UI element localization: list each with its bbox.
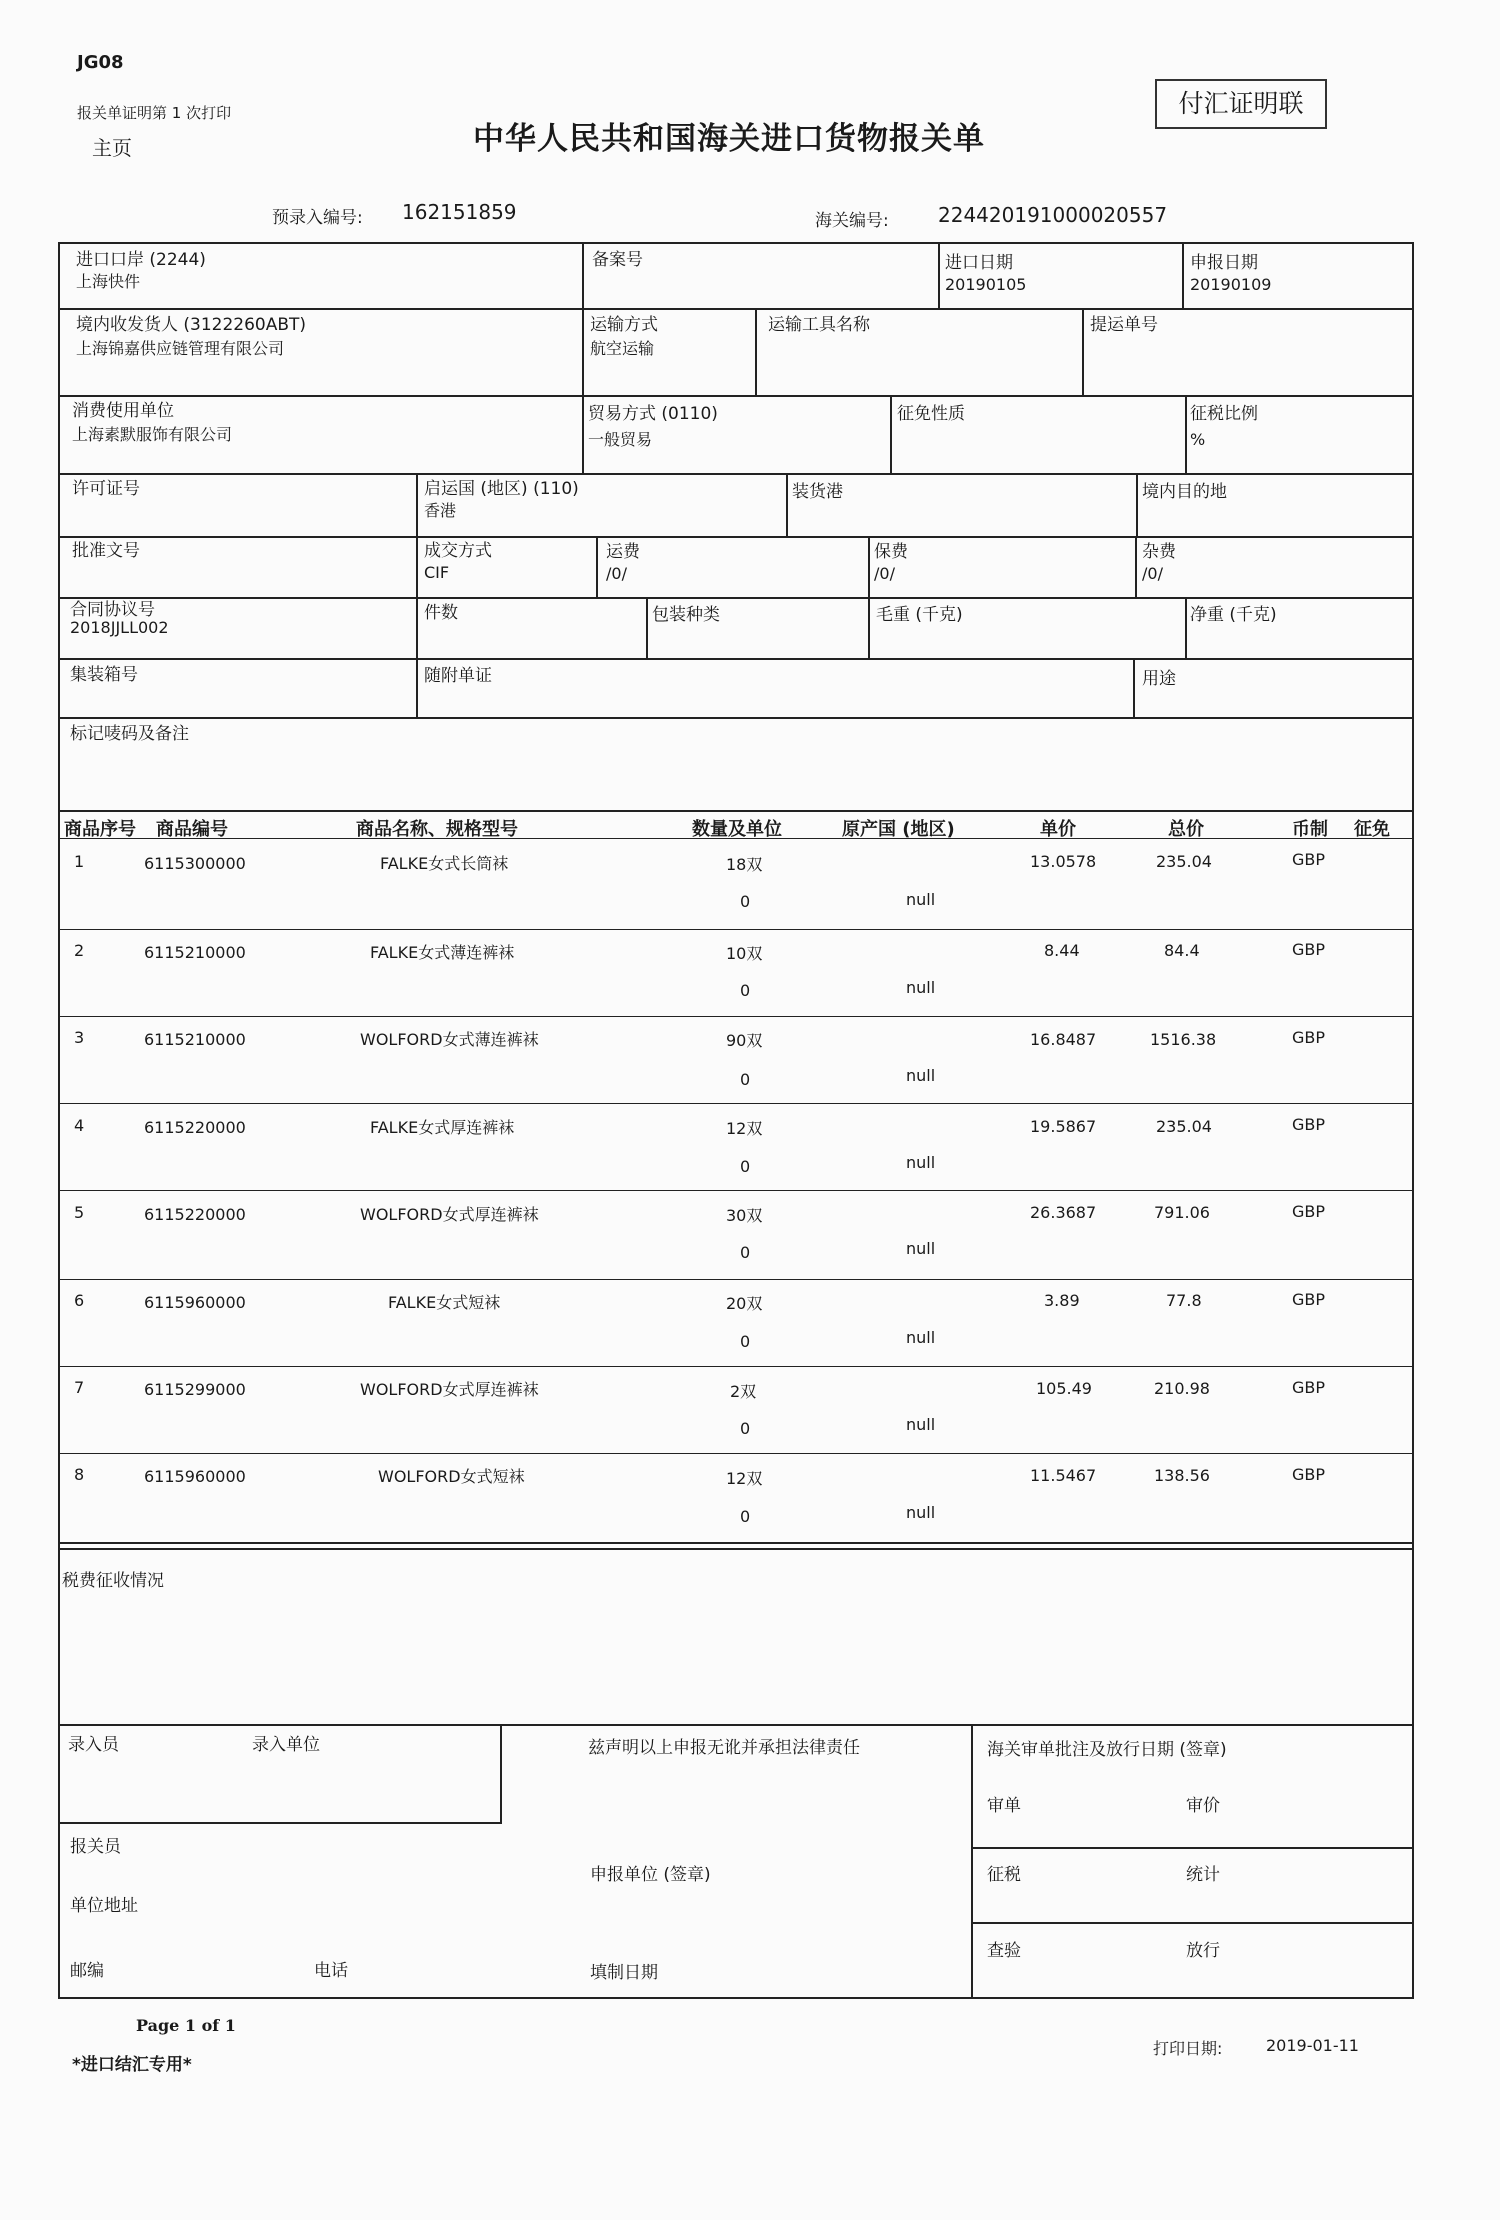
item-currency: GBP (1292, 1028, 1326, 1047)
item-seq: 8 (74, 1465, 85, 1484)
record-no-label: 备案号 (592, 250, 643, 270)
consignee-value: 上海锦嘉供应链管理有限公司 (76, 339, 285, 358)
item-unit-price: 19.5867 (1030, 1117, 1097, 1136)
tax-collection-label: 税费征收情况 (62, 1571, 164, 1591)
table-row (60, 1281, 1412, 1369)
item-code: 6115210000 (144, 943, 246, 962)
item-origin: null (906, 1415, 936, 1434)
declare-date-label: 申报日期 (1190, 253, 1258, 273)
origin-country-label: 启运国 (地区) (110) (424, 479, 579, 499)
item-seq: 7 (74, 1378, 85, 1397)
item-qty: 12双 (726, 1469, 763, 1488)
pre-entry-label: 预录入编号: (272, 208, 363, 228)
purpose-label: 用途 (1142, 669, 1176, 689)
item-seq: 4 (74, 1116, 85, 1135)
table-row (60, 1368, 1412, 1456)
package-type-label: 包装种类 (652, 605, 720, 625)
deal-mode-cell (424, 540, 492, 584)
import-port-cell (76, 249, 206, 293)
import-date-label: 进口日期 (945, 253, 1013, 273)
bill-no-label: 提运单号 (1090, 315, 1158, 335)
pre-entry-number: 162151859 (402, 200, 517, 224)
item-qty: 30双 (726, 1206, 763, 1225)
item-qty-secondary: 0 (740, 892, 751, 911)
item-seq: 2 (74, 941, 85, 960)
freight-label: 运费 (606, 542, 640, 562)
item-qty: 20双 (726, 1294, 763, 1313)
item-origin: null (906, 1239, 936, 1258)
item-total: 77.8 (1166, 1291, 1202, 1310)
item-qty-secondary: 0 (740, 1507, 751, 1526)
origin-country-value: 香港 (424, 501, 457, 520)
item-qty-secondary: 0 (740, 1157, 751, 1176)
pricing-label: 审价 (1186, 1796, 1220, 1816)
item-code: 6115299000 (144, 1380, 246, 1399)
item-code: 6115220000 (144, 1205, 246, 1224)
home-link[interactable]: 主页 (92, 136, 132, 160)
tax-ratio-label: 征税比例 (1190, 404, 1258, 424)
col-code: 商品编号 (156, 819, 228, 840)
col-exemption: 征免 (1354, 819, 1390, 840)
inspect-label: 查验 (987, 1941, 1021, 1961)
col-unit-price: 单价 (1040, 819, 1076, 840)
item-name: FALKE女式长筒袜 (380, 854, 509, 873)
levy-label: 征税 (987, 1865, 1021, 1885)
item-qty: 10双 (726, 944, 763, 963)
item-total: 210.98 (1154, 1379, 1210, 1398)
item-qty-secondary: 0 (740, 1332, 751, 1351)
item-unit-price: 16.8487 (1030, 1030, 1097, 1049)
stats-label: 统计 (1186, 1865, 1220, 1885)
review-label: 审单 (987, 1796, 1021, 1816)
item-seq: 6 (74, 1291, 85, 1310)
item-qty-secondary: 0 (740, 981, 751, 1000)
item-name: WOLFORD女式厚连裤袜 (360, 1380, 539, 1399)
item-total: 235.04 (1156, 852, 1212, 871)
col-seq: 商品序号 (64, 819, 136, 840)
approval-no-label: 批准文号 (72, 541, 140, 561)
item-name: WOLFORD女式厚连裤袜 (360, 1205, 539, 1224)
misc-fee-label: 杂费 (1142, 542, 1176, 562)
deal-mode-label: 成交方式 (424, 541, 492, 561)
transport-cell (590, 314, 658, 360)
table-row (60, 840, 1412, 928)
item-currency: GBP (1292, 1465, 1326, 1484)
misc-fee-value: /0/ (1142, 564, 1163, 583)
freight-value: /0/ (606, 564, 627, 583)
container-no-label: 集装箱号 (70, 665, 138, 685)
item-seq: 3 (74, 1028, 85, 1047)
entry-clerk-label: 录入员 (68, 1735, 119, 1755)
print-note: 报关单证明第 1 次打印 (77, 104, 232, 122)
payment-proof-stamp: 付汇证明联 (1155, 79, 1327, 129)
item-unit-price: 26.3687 (1030, 1203, 1097, 1222)
item-total: 84.4 (1164, 941, 1200, 960)
item-name: FALKE女式短袜 (388, 1293, 501, 1312)
contract-label: 合同协议号 (70, 600, 155, 620)
col-qty: 数量及单位 (692, 819, 782, 840)
item-name: WOLFORD女式短袜 (378, 1467, 525, 1486)
item-unit-price: 105.49 (1036, 1379, 1092, 1398)
address-label: 单位地址 (70, 1896, 138, 1916)
phone-label: 电话 (314, 1961, 348, 1981)
item-name: FALKE女式厚连裤袜 (370, 1118, 515, 1137)
release-label: 放行 (1186, 1941, 1220, 1961)
contract-cell (70, 601, 169, 637)
item-currency: GBP (1292, 940, 1326, 959)
license-no-label: 许可证号 (72, 479, 140, 499)
net-weight-label: 净重 (千克) (1190, 605, 1277, 625)
item-total: 1516.38 (1150, 1030, 1217, 1049)
item-seq: 5 (74, 1203, 85, 1222)
import-port-value: 上海快件 (76, 272, 141, 291)
item-origin: null (906, 1153, 936, 1172)
item-total: 138.56 (1154, 1466, 1210, 1485)
insurance-label: 保费 (874, 542, 908, 562)
declaration-statement: 兹声明以上申报无讹并承担法律责任 (588, 1738, 860, 1758)
transport-value: 航空运输 (590, 339, 655, 358)
import-date-cell (945, 252, 1026, 296)
trade-mode-label: 贸易方式 (0110) (588, 404, 718, 424)
customs-number-label: 海关编号: (815, 211, 889, 231)
item-code: 6115960000 (144, 1293, 246, 1312)
declare-date-cell (1190, 252, 1271, 296)
item-qty: 90双 (726, 1031, 763, 1050)
entry-unit-label: 录入单位 (252, 1735, 320, 1755)
table-row (60, 1105, 1412, 1193)
item-total: 235.04 (1156, 1117, 1212, 1136)
item-name: WOLFORD女式薄连裤袜 (360, 1030, 539, 1049)
item-qty: 2双 (730, 1382, 757, 1401)
loading-port-label: 装货港 (792, 482, 843, 502)
col-currency: 币制 (1292, 819, 1328, 840)
gross-weight-label: 毛重 (千克) (876, 605, 963, 625)
consumer-unit-value: 上海素默服饰有限公司 (72, 425, 233, 444)
item-unit-price: 11.5467 (1030, 1466, 1097, 1485)
print-date-label: 打印日期: (1153, 2039, 1223, 2058)
item-origin: null (906, 1328, 936, 1347)
page-indicator: Page 1 of 1 (136, 2016, 236, 2035)
item-qty: 12双 (726, 1119, 763, 1138)
item-origin: null (906, 1066, 936, 1085)
pieces-label: 件数 (424, 603, 458, 623)
consignee-label: 境内收发货人 (3122260ABT) (76, 315, 307, 335)
consignee-cell (76, 314, 306, 360)
origin-country-cell (424, 478, 579, 522)
exemption-nature-label: 征免性质 (897, 404, 965, 424)
special-use-note: *进口结汇专用* (72, 2055, 192, 2075)
item-origin: null (906, 1503, 936, 1522)
item-currency: GBP (1292, 1378, 1326, 1397)
customs-number: 224420191000020557 (938, 203, 1168, 227)
item-currency: GBP (1292, 1202, 1326, 1221)
destination-label: 境内目的地 (1142, 482, 1227, 502)
item-currency: GBP (1292, 1115, 1326, 1134)
import-port-label: 进口口岸 (2244) (76, 250, 206, 270)
item-code: 6115300000 (144, 854, 246, 873)
misc-fee-cell (1142, 541, 1176, 585)
postcode-label: 邮编 (70, 1961, 104, 1981)
item-origin: null (906, 890, 936, 909)
item-code: 6115220000 (144, 1118, 246, 1137)
item-qty-secondary: 0 (740, 1243, 751, 1262)
freight-cell (606, 541, 640, 585)
item-total: 791.06 (1154, 1203, 1210, 1222)
tax-ratio-value: % (1190, 430, 1206, 449)
fill-date-label: 填制日期 (590, 1963, 658, 1983)
transport-label: 运输方式 (590, 315, 658, 335)
item-name: FALKE女式薄连裤袜 (370, 943, 515, 962)
trade-mode-value: 一般贸易 (588, 430, 653, 449)
declare-unit-label: 申报单位 (签章) (590, 1865, 711, 1885)
item-origin: null (906, 978, 936, 997)
item-qty-secondary: 0 (740, 1070, 751, 1089)
item-seq: 1 (74, 852, 85, 871)
item-code: 6115960000 (144, 1467, 246, 1486)
item-unit-price: 3.89 (1044, 1291, 1080, 1310)
item-unit-price: 8.44 (1044, 941, 1080, 960)
declarant-label: 报关员 (70, 1837, 121, 1857)
customs-approval-label: 海关审单批注及放行日期 (签章) (987, 1740, 1227, 1760)
declare-date-value: 20190109 (1190, 275, 1272, 294)
insurance-cell (874, 541, 908, 585)
col-name: 商品名称、规格型号 (356, 819, 518, 840)
item-currency: GBP (1292, 1290, 1326, 1309)
contract-value: 2018JJLL002 (70, 618, 169, 637)
import-date-value: 20190105 (945, 275, 1027, 294)
table-row (60, 931, 1412, 1019)
table-row (60, 1192, 1412, 1280)
table-row (60, 1018, 1412, 1106)
marks-remarks-label: 标记唛码及备注 (70, 724, 189, 744)
page-title: 中华人民共和国海关进口货物报关单 (473, 121, 985, 157)
item-currency: GBP (1292, 850, 1326, 869)
deal-mode-value: CIF (424, 563, 450, 582)
attached-docs-label: 随附单证 (424, 666, 492, 686)
form-code: JG08 (77, 52, 124, 73)
consumer-unit-cell (72, 400, 232, 446)
col-origin: 原产国 (地区) (842, 819, 955, 840)
insurance-value: /0/ (874, 564, 895, 583)
trade-mode-cell (588, 403, 718, 451)
table-row (60, 1455, 1412, 1543)
item-qty: 18双 (726, 855, 763, 874)
tax-ratio-cell (1190, 403, 1258, 451)
item-unit-price: 13.0578 (1030, 852, 1097, 871)
vehicle-name-label: 运输工具名称 (768, 315, 870, 335)
consumer-unit-label: 消费使用单位 (72, 401, 174, 421)
item-qty-secondary: 0 (740, 1419, 751, 1438)
item-code: 6115210000 (144, 1030, 246, 1049)
print-date: 2019-01-11 (1266, 2036, 1359, 2055)
col-total: 总价 (1168, 819, 1204, 840)
